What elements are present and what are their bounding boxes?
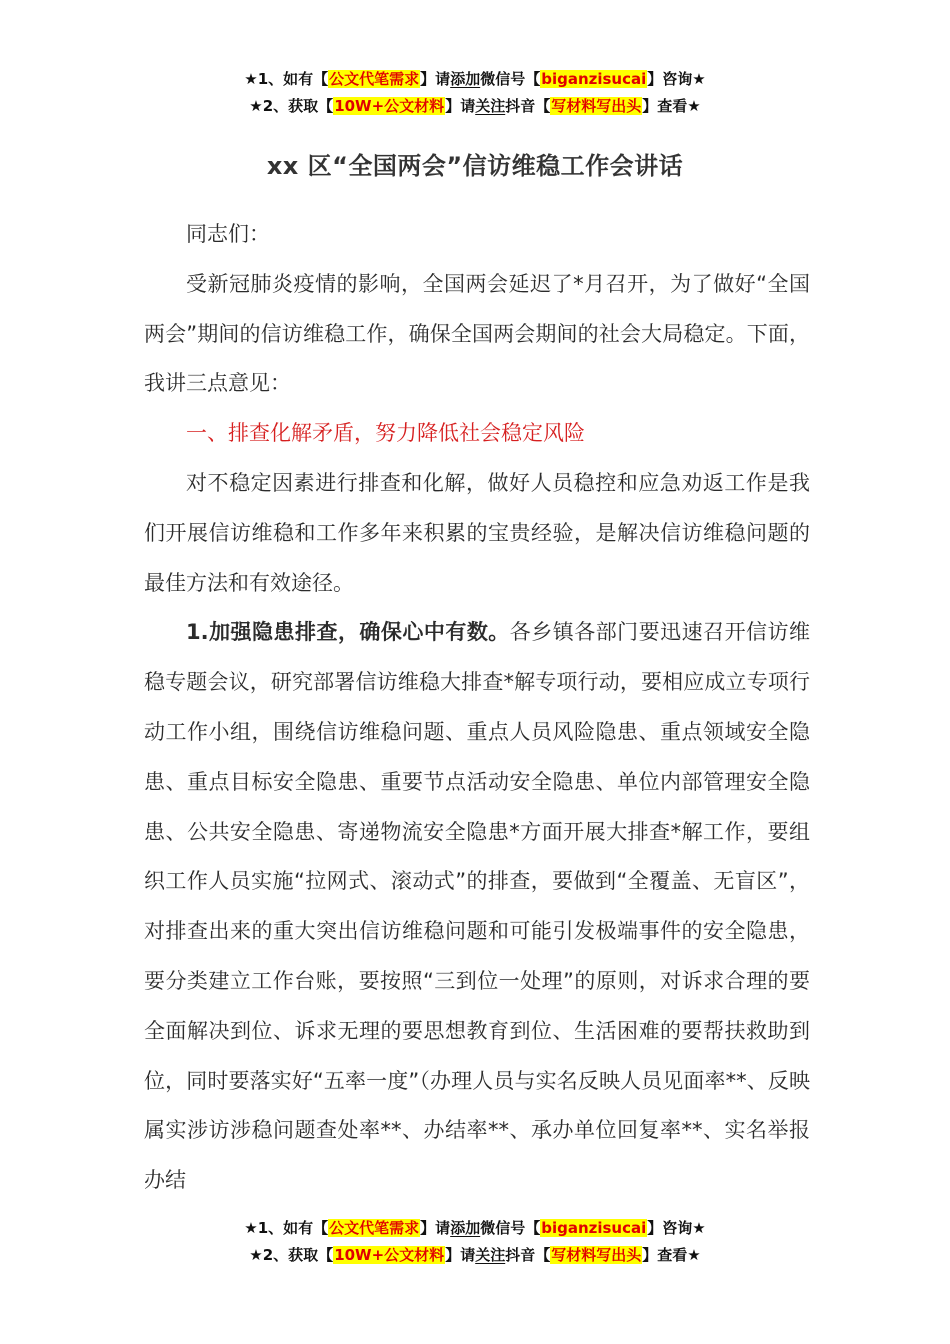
point-1-paragraph: [144, 608, 810, 1206]
promo-text: 微信号【: [480, 1219, 541, 1237]
promo-text: 】请: [445, 1246, 476, 1264]
promo-line-2: [0, 93, 950, 120]
promo-text: ★1、如有【: [244, 70, 329, 88]
promo-highlight: 写材料写出头: [551, 1246, 642, 1264]
promo-highlight: 10W+公文材料: [334, 97, 445, 115]
point-1-title: 1.加强隐患排查，确保心中有数。: [186, 620, 510, 645]
promo-text: 】请: [445, 97, 476, 115]
promo-text: ★2、获取【: [249, 1246, 334, 1264]
promo-highlight: 公文代笔需求: [329, 70, 420, 88]
promo-line-1: [0, 66, 950, 93]
promo-highlight: 10W+公文材料: [334, 1246, 445, 1264]
promo-text: 】咨询★: [647, 70, 706, 88]
promo-line-2: [0, 1242, 950, 1269]
promo-highlight: biganzisucai: [541, 70, 647, 88]
promo-underline: 添加: [450, 1219, 481, 1237]
promo-text: ★2、获取【: [249, 97, 334, 115]
intro-paragraph: 受新冠肺炎疫情的影响，全国两会延迟了*月召开，为了做好“全国两会”期间的信访维稳工作，确保全国两会期间的社会大局稳定。下面，我讲三点意见：: [144, 271, 810, 396]
promo-text: 】请: [420, 1219, 451, 1237]
document-title: xx 区“全国两会”信访维稳工作会讲话: [266, 152, 684, 180]
promo-highlight: biganzisucai: [541, 1219, 647, 1237]
promo-text: 微信号【: [480, 70, 541, 88]
promo-text: 抖音【: [505, 1246, 551, 1264]
point-1-body: 各乡镇各部门要迅速召开信访维稳专题会议，研究部署信访维稳大排查*解专项行动，要相应成立专项行动工作小组，围绕信访维稳问题、重点人员风险隐患、重点领域安全隐患、重点目标安全隐患、重要节点活动安全隐患、单位内部管理安全隐患、公共安全隐患、寄递物流安全隐患*方面开展大排查*解工作，要组织工作人员实施“拉网式、滚动式”的排查，要做到“全覆盖、无盲区”，对排查出来的重大突出信访维稳问题和可能引发极端事件的安全隐患，要分类建立工作台账，要按照“三到位一处理”的原则，对诉求合理的要全面解决到位、诉求无理的要思想教育到位、生活困难的要帮扶救助到位，同时要落实好“五率一度”（办理人员与实名反映人员见面率**、反映属实涉访涉稳问题查处率**、办结率**、承办单位回复率**、实名举报办结: [144, 620, 811, 1193]
promo-text: 】咨询★: [647, 1219, 706, 1237]
promo-banner-bottom: [0, 1215, 950, 1269]
section-heading-1: 一、排查化解矛盾，努力降低社会稳定风险: [186, 421, 585, 446]
promo-banner-top: [0, 66, 950, 120]
promo-highlight: 写材料写出头: [551, 97, 642, 115]
promo-text: 】查看★: [642, 1246, 701, 1264]
section-1-paragraph: 对不稳定因素进行排查和化解，做好人员稳控和应急劝返工作是我们开展信访维稳和工作多年来积累的宝贵经验，是解决信访维稳问题的最佳方法和有效途径。: [144, 470, 810, 595]
promo-highlight: 公文代笔需求: [329, 1219, 420, 1237]
salutation: 同志们：: [186, 222, 270, 246]
document-body: [144, 210, 810, 1206]
promo-text: ★1、如有【: [244, 1219, 329, 1237]
promo-line-1: [0, 1215, 950, 1242]
promo-text: 抖音【: [505, 97, 551, 115]
promo-underline: 关注: [475, 97, 506, 115]
promo-underline: 添加: [450, 70, 481, 88]
promo-underline: 关注: [475, 1246, 506, 1264]
promo-text: 】查看★: [642, 97, 701, 115]
promo-text: 】请: [420, 70, 451, 88]
